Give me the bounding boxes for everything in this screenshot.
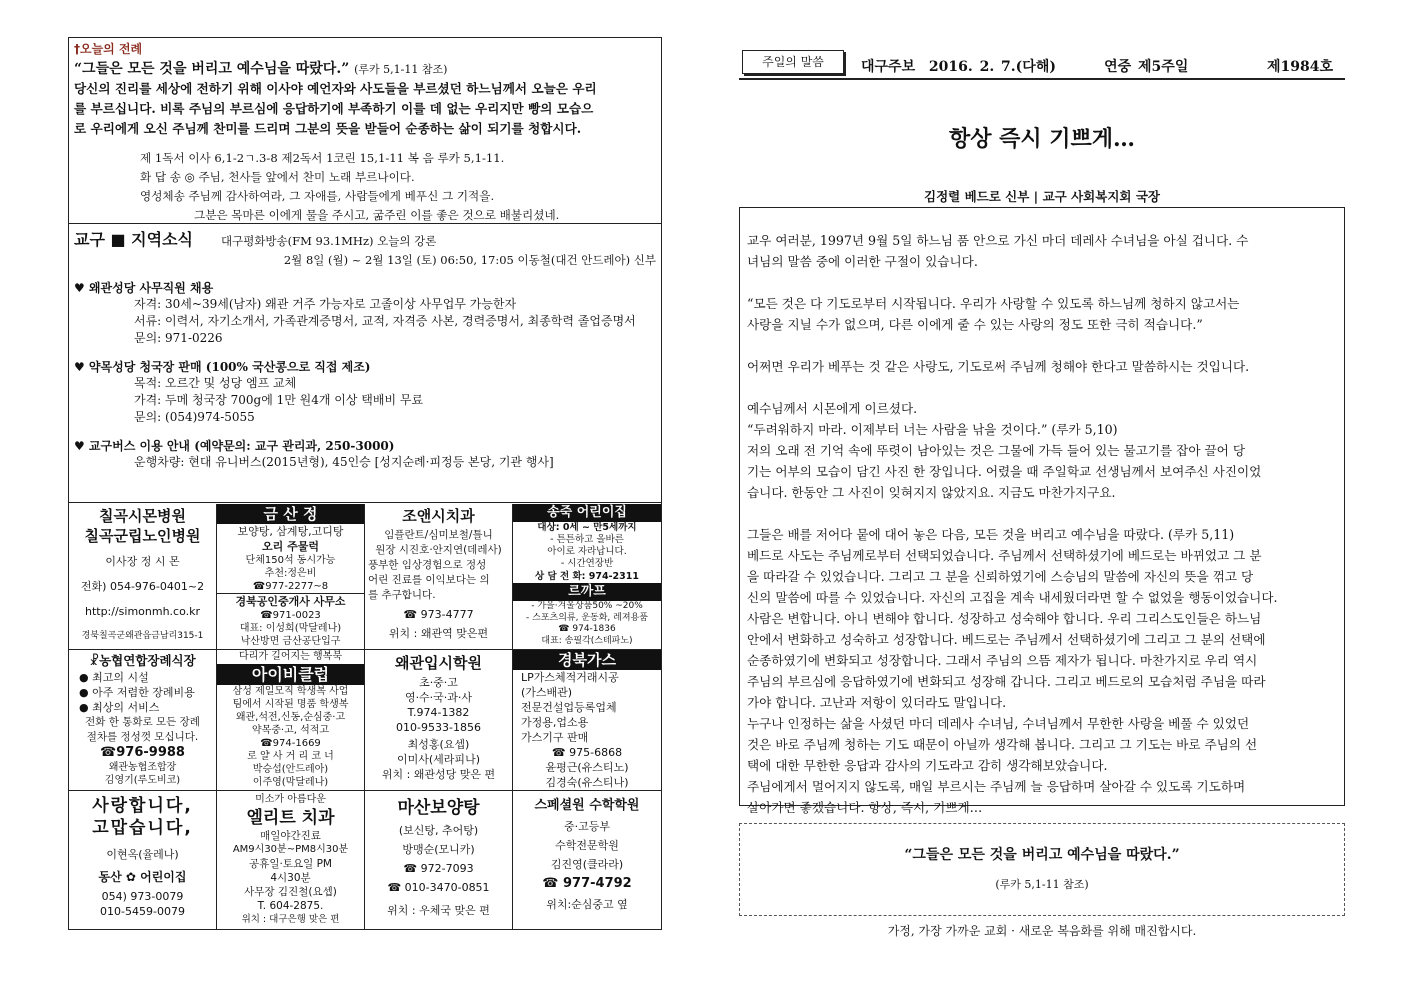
ad-line: 김경숙(유스티나) [545, 776, 629, 789]
ads-grid [69, 504, 661, 929]
ad-line: 를 추구합니다. [368, 589, 436, 601]
ad-title-wrap [69, 652, 216, 670]
news-header [74, 227, 656, 250]
ad-line: 약목중·고, 석적고 [251, 725, 330, 736]
ad-joanshi-dental [365, 504, 513, 650]
ad-line: ● 최고의 시설 [79, 671, 149, 684]
ad-special-one-math [513, 791, 661, 929]
ad-line: 방맹순(모니카) [402, 843, 475, 856]
ad-line: 이사장 정 시 몬 [105, 555, 180, 568]
news-item-heading: ♥ 약목성당 청국장 판매 (100% 국산콩으로 직접 제조) [74, 360, 371, 374]
ad-line: 가스기구 판매 [521, 731, 589, 744]
ad-line: 가정용,업소용 [521, 716, 589, 729]
news-title: 교구 ■ 지역소식 [74, 230, 193, 249]
article-line: 사람은 변합니다. 아니 변해야 합니다. 성장하고 성숙해야 합니다. 우리 그리스도인들은 하느님 [747, 611, 1262, 626]
ad-line: 054) 973-0079 [101, 890, 184, 903]
flower-icon: ✿ [125, 870, 136, 884]
news-section [69, 225, 661, 503]
ad-title: 조앤시치과 [402, 507, 475, 525]
liturgy-quote-ref: (루카 5,1-11 참조) [354, 63, 448, 76]
ad-line: ☎974-1669 [260, 738, 321, 749]
paragraph-gap [747, 335, 1341, 356]
ad-line: AM9시30분~PM8시30분 [232, 844, 349, 855]
ad-line: ☎ 973-4777 [403, 608, 474, 621]
ad-line: 수학전문학원 [555, 839, 619, 852]
article-body [739, 207, 1345, 815]
paragraph-gap [747, 503, 1341, 524]
ad-title: 마산보양탕 [397, 798, 480, 818]
ad-line: T.974-1382 [407, 706, 470, 719]
paper-name: 대구주보 [861, 59, 916, 75]
ad-line: 4시30분 [270, 872, 311, 884]
ad-line: 대상: 0세 ~ 만5세까지 [537, 522, 637, 533]
ad-line: ☎ 975-6868 [551, 746, 623, 759]
news-item [74, 279, 656, 347]
ad-title: 사랑합니다, [92, 796, 193, 816]
news-item-heading: ♥ 왜관성당 사무직원 채용 [74, 281, 214, 295]
liturgy-section [69, 38, 661, 224]
ad-line: 사무장 김진철(요셉) [244, 886, 337, 898]
ad-line: ☎976-9988 [100, 745, 185, 760]
broadcast-info: 대구평화방송(FM 93.1MHz) 오늘의 강론 [221, 234, 437, 248]
ad-line: 임플란트/심미보철/틀니 [384, 529, 493, 541]
ad-line: 김진영(클라라) [550, 858, 624, 871]
ad-line: (가스배관) [521, 686, 573, 699]
readings-line: 화 답 송 ◎ 주님, 천사들 앞에서 찬미 노래 부르나이다. [140, 170, 415, 184]
ad-waegwan-academy [365, 650, 513, 791]
ad-line: 최성홍(요셉) [407, 738, 470, 751]
news-item-line: 문의: (054)974-5055 [134, 410, 255, 424]
liturgy-quote-text: “그들은 모든 것을 버리고 예수님을 따랐다.” [74, 61, 350, 77]
article-line: 예수님께서 시몬에게 이르셨다. [747, 401, 918, 416]
ad-line: 010-5459-0079 [100, 905, 185, 918]
article-line: 신의 말씀에 따를 수 있었습니다. 자신의 고집을 계속 내세웠더라면 할 수 없었을 행동이었습니다. [747, 590, 1278, 605]
ad-line: ☎ 977-4792 [542, 876, 632, 891]
ad-line: - 튼튼하고 올바른 [550, 534, 624, 545]
readings-line: 제 1독서 이사 6,1-2ㄱ.3-8 제2독서 1코린 15,1-11 복 음 루카 5,1-11. [140, 151, 505, 165]
liturgical-season: 연중 제5주일 [1104, 59, 1189, 75]
article-line: 주님에게서 멀어지지 않도록, 매일 부르시는 주님께 늘 응답하며 살아갈 수 있도록 기도하며 [747, 779, 1246, 794]
ad-line: 위치 : 대구은행 맞은 편 [241, 914, 340, 925]
news-item-line: 문의: 971-0226 [134, 331, 223, 345]
ad-line: ☎ 972-7093 [403, 862, 474, 875]
readings-line: 그분은 목마른 이에게 물을 주시고, 굶주린 이를 좋은 것으로 배불리셨네. [194, 208, 560, 222]
ad-line: 경북공인중개사 사무소 [217, 593, 364, 609]
ad-daycare-name [69, 870, 216, 885]
masthead-tag: 주일의 말씀 [742, 50, 844, 74]
ad-line: ☎ 010-3470-0851 [387, 881, 490, 894]
article-line: 택에 대한 무한한 응답과 감사의 기도라고 감히 생각해보았습니다. [747, 758, 1108, 773]
news-item-line: 자격: 30세~39세(남자) 왜관 거주 가능자로 고졸이상 사무업무 가능한자 [134, 297, 517, 311]
ad-line: 동산 [98, 870, 122, 884]
article-line: 누구나 인정하는 삶을 사셨던 마더 데레사 수녀님, 수녀님께서 무한한 사랑을 베풀 수 있었던 [747, 716, 1250, 731]
ad-line: 전문건설업등록업체 [521, 701, 617, 714]
ad-line: - 가을·겨울상품50% ~20% [531, 601, 643, 611]
ad-line: ● 아주 저렴한 장례비용 [79, 686, 195, 699]
ad-line: 풍부한 임상경험으로 정성 [368, 559, 487, 571]
ad-ivy-club [217, 650, 365, 791]
cross-icon: ☧ [89, 653, 100, 668]
ad-line: 다리가 길어지는 행복북 [239, 651, 342, 662]
ad-line: http://simonmh.co.kr [84, 605, 201, 618]
ad-title: 농협연합장례식장 [99, 653, 196, 668]
ad-line: ☎977-2277~8 [252, 581, 329, 592]
ad-simon-hospital [69, 504, 217, 650]
ad-line: 어린 진료를 이익보다는 의 [368, 574, 490, 586]
ad-line: 위치 : 왜관성당 맞은 편 [381, 768, 496, 781]
readings-line: 영성체송 주님께 감사하여라, 그 자애를, 사람들에게 베푸신 그 기적을. [140, 189, 495, 203]
ad-line: 단체150석 동시가능 [245, 555, 336, 566]
ad-line: 박승섭(안드레아) [252, 764, 329, 775]
ad-line: 위치:순심중고 옆 [546, 898, 628, 911]
ad-line: 영·수·국·과·사 [404, 691, 473, 704]
ad-line: 김영기(루도비코) [104, 775, 181, 786]
paragraph-gap [747, 377, 1341, 398]
quote-text: “그들은 모든 것을 버리고 예수님을 따랐다.” [904, 847, 1180, 863]
article-line: 가야 합니다. 고난과 저항이 있더라도 말입니다. [747, 695, 1007, 710]
ad-line: 윤평근(유스티노) [545, 761, 629, 774]
article-line: 저의 오래 전 기억 속에 뚜렷이 남아있는 것은 그물에 가득 들어 있는 물고기를 잡아 끌어 당 [747, 443, 1246, 458]
article-line: 어쩌면 우리가 베푸는 것 같은 사랑도, 기도로써 주님께 청해야 한다고 말씀하시는 것입니다. [747, 359, 1250, 374]
ad-line: ☎ 974-1836 [558, 624, 616, 634]
ad-title: 송죽 어린이집 [513, 504, 661, 522]
article-line: 사랑을 지닐 수가 없으며, 다른 이에게 줄 수 있는 사랑의 정도 또한 극히 적습니다.” [747, 317, 1203, 332]
ad-line: 왜관농협조합장 [108, 762, 177, 773]
broadcast-schedule: 2월 8일 (월) ~ 2월 13일 (토) 06:50, 17:05 이동철(대건 안드레아) 신부 [283, 253, 656, 267]
ad-line: (보신탕, 추어탕) [398, 824, 479, 837]
ad-line: 경북칠곡군왜관읍금남리315-1 [81, 631, 204, 641]
ad-title: 스페셜원 수학학원 [534, 798, 640, 813]
news-item-heading: ♥ 교구버스 이용 안내 (예약문의: 교구 관리과, 250-3000) [74, 439, 395, 453]
ad-line: 대표: 송필각(스테파노) [541, 635, 633, 646]
liturgy-text-line: 를 부르십니다. 비록 주님의 부르심에 응답하기에 부족하기 이를 데 없는 우리지만 빵의 모습으 [74, 101, 594, 116]
article-line: 그들은 배를 저어다 뭍에 대어 놓은 다음, 모든 것을 버리고 예수님을 따랐다. (루카 5,11) [747, 527, 1235, 542]
ad-line: - 스포츠의류, 운동화, 레져용품 [526, 612, 648, 623]
article-line: 녀님의 말씀 중에 이러한 구절이 있습니다. [747, 254, 978, 269]
article-line: 기는 어부의 모습이 담긴 사진 한 장입니다. 어렸을 때 주일학교 선생님께서 보여주신 사진이었 [747, 464, 1262, 479]
ad-line: 위치 : 왜관역 맞은편 [388, 627, 489, 640]
article-line: “모든 것은 다 기도로부터 시작됩니다. 우리가 사랑할 수 있도록 하느님께 청하지 않고서는 [747, 296, 1240, 311]
ad-line: 추천:정은비 [264, 568, 317, 579]
news-item-line: 목적: 오르간 및 성당 엠프 교체 [134, 376, 297, 390]
masthead-info [861, 56, 1188, 76]
quote-box [739, 823, 1345, 916]
ad-title: 왜관입시학원 [395, 654, 482, 672]
article-line: 주님의 부르심에 응답하였기에 변화되고 성장해 갑니다. 그리고 베드로의 모습처럼 주님을 따라 [747, 674, 1266, 689]
diocese-motto: 가정, 가장 가까운 교회 · 새로운 복음화를 위해 매진합시다. [887, 924, 1197, 938]
ad-line: 매일야간진료 [260, 830, 321, 842]
ad-line: 상 담 전 화: 974-2311 [535, 571, 639, 582]
ad-gyeongbuk-gas [513, 650, 661, 791]
article-line: 살아가면 좋겠습니다. 항상, 즉시, 기쁘게… [747, 800, 983, 815]
article-title: 항상 즉시 기쁘게… [948, 126, 1136, 152]
ad-line: 낙산방면 금산공단입구 [240, 636, 341, 647]
ad-line: 이주영(막달레나) [252, 777, 329, 788]
masthead [739, 42, 1345, 80]
ad-elite-dental [217, 791, 365, 929]
ad-line: ☎971-0023 [260, 610, 321, 621]
news-item [74, 437, 656, 471]
liturgy-tag: †오늘의 전례 [74, 42, 143, 56]
article-author: 김정렬 베드로 신부 | 교구 사회복지회 국장 [924, 189, 1160, 204]
ad-line: 아이로 자라납니다. [547, 546, 627, 557]
ad-line: LP가스체적거래시공 [521, 671, 619, 684]
liturgy-text-line: 당신의 진리를 세상에 전하기 위해 이사야 예언자와 사도들을 부르셨던 하느님께서 오늘은 우리 [74, 81, 597, 96]
news-item-line: 가격: 두메 청국장 700g에 1만 원4개 이상 택배비 무료 [134, 393, 424, 407]
article-line: 습니다. 한동안 그 사진이 잊혀지지 않았지요. 지금도 마찬가지구요. [747, 485, 1116, 500]
article-line: 안에서 변화하고 성숙하고 성장합니다. 베드로는 주님께서 선택하셨기에 그리고 그 분의 선택에 [747, 632, 1266, 647]
news-item-line: 운행차량: 현대 유니버스(2015년형), 45인승 [성지순례·피정등 본당, 기관 행사] [134, 455, 554, 469]
issue-date: 2016. 2. 7.(다해) [928, 59, 1056, 75]
ad-line: 보양탕, 삼계탕,고디탕 [237, 525, 344, 538]
liturgy-text [74, 79, 656, 139]
ad-subtitle: 칠곡군립노인병원 [84, 527, 201, 545]
issue-number: 제1984호 [1266, 59, 1333, 75]
news-item [74, 358, 656, 426]
article-line: 베드로 사도는 주님께로부터 선택되었습니다. 주님께서 선택하셨기에 베드로는 바뀌었고 그 분 [747, 548, 1262, 563]
right-page [739, 42, 1345, 938]
ad-line: 위치 : 우체국 맞은 편 [387, 904, 490, 917]
ad-line: 010-9533-1856 [396, 721, 481, 734]
ad-line: 오리 주물럭 [262, 540, 319, 553]
ad-songjuk-daycare [513, 504, 661, 650]
ad-line: 초·중·고 [419, 676, 458, 689]
article-line: 교우 여러분, 1997년 9월 5일 하느님 품 안으로 가신 마더 데레사 수녀님을 아실 겁니다. 수 [747, 233, 1249, 248]
ad-line: T. 604-2875. [257, 900, 324, 912]
ad-title: 엘리트 치과 [246, 808, 335, 828]
ad-line: 전화 한 통화로 모든 장례 [85, 716, 200, 728]
ad-line: ● 최상의 서비스 [79, 701, 160, 714]
liturgy-text-line: 로 우리에게 오신 주님께 찬미를 드리며 그분의 뜻을 받들어 순종하는 삶이 되기를 청합시다. [74, 121, 582, 136]
article-line: 순종하였기에 변화되고 성장합니다. 그래서 주님의 으뜸 제자가 됩니다. 마찬가지로 우리 역시 [747, 653, 1258, 668]
ad-title: 고맙습니다, [92, 818, 193, 838]
article-line: “두려워하지 마라. 이제부터 너는 사람을 낚을 것이다.” (루카 5,10) [747, 422, 1118, 437]
ad-line: - 시간연장반 [560, 558, 614, 569]
ad-line: 원장 시진호·안지연(데레사) [375, 544, 502, 556]
ad-geumsanjeong [217, 504, 365, 650]
ad-line: 중·고등부 [563, 820, 610, 833]
left-page [68, 37, 662, 930]
readings [140, 149, 656, 225]
ad-line: 이현옥(율레나) [106, 848, 179, 861]
ad-line: 삼성 제일모직 학생복 사업 [232, 686, 349, 697]
ad-title: 르까프 [513, 583, 661, 601]
ad-line: 팀에서 시작된 명품 학생복 [232, 699, 349, 710]
ad-title: 아이비클럽 [217, 664, 364, 685]
ad-line: 이미사(세라피나) [397, 753, 480, 766]
ad-title: 경북가스 [513, 650, 661, 670]
ad-title: 칠곡시몬병원 [99, 507, 186, 525]
paragraph-gap [747, 272, 1341, 293]
ad-line: 공휴일·토요일 PM [249, 858, 332, 870]
ad-title: 금 산 정 [217, 504, 364, 524]
ad-masan-restaurant [365, 791, 513, 929]
ad-line: 대표: 이성희(막달레나) [239, 623, 342, 634]
quote-ref: (루카 5,1-11 참조) [995, 878, 1089, 891]
ad-line: 로 얄 사 거 리 코 너 [247, 751, 334, 762]
ad-line: 절차를 정성껏 모십니다. [86, 731, 199, 743]
ad-line: 왜관,석전,신동,순심중·고 [235, 712, 346, 723]
article-line: 을 따라갈 수 있었습니다. 그리고 그 분을 신뢰하였기에 스승님의 말씀에 자신의 뜻을 꺾고 당 [747, 569, 1254, 584]
ad-line: 미소가 아름다운 [255, 794, 326, 805]
ad-dongsan-daycare [69, 791, 217, 929]
ad-line: 전화) 054-976-0401~2 [80, 580, 205, 593]
ad-funeral-hall [69, 650, 217, 791]
liturgy-quote [74, 58, 656, 78]
article-line: 것은 바로 주님께 청하는 기도 때문이 아닐까 생각해 봅니다. 그리고 그 기도는 바로 주님의 선 [747, 737, 1258, 752]
ad-line: 어린이집 [140, 870, 187, 884]
news-item-line: 서류: 이력서, 자기소개서, 가족관계증명서, 교적, 자격증 사본, 경력증명서, 최종학력 졸업증명서 [134, 314, 636, 328]
